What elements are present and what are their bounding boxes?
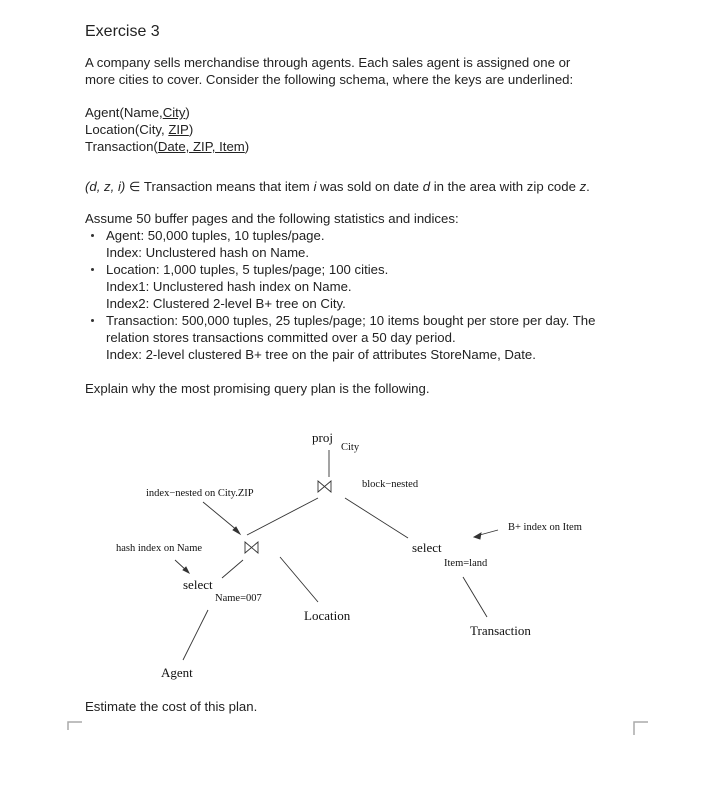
relation-name: Transaction( (85, 139, 158, 154)
proj-subscript: City (341, 442, 360, 453)
attribute: City, (139, 122, 169, 137)
relation-name: Agent( (85, 105, 124, 120)
bullet-line: Index1: Unclustered hash index on Name. (106, 279, 352, 294)
paren: ) (188, 122, 194, 137)
edge-join-select (345, 498, 408, 538)
select-condition: Item=land (444, 558, 488, 569)
select-operator: select (183, 577, 213, 592)
bullet-line: Index2: Clustered 2-level B+ tree on City. (106, 296, 346, 311)
attribute: Name, (123, 105, 163, 120)
hash-index-label: hash index on Name (116, 543, 203, 554)
page-corner-mark (68, 722, 82, 730)
location-relation: Location (304, 608, 351, 623)
bullet-line: relation stores transactions committed over a 50 day period. (106, 330, 456, 345)
arrow-index-nested (203, 502, 238, 531)
transaction-relation: Transaction (470, 623, 531, 638)
edge-select-agent (183, 610, 208, 660)
bullet-line: Location: 1,000 tuples, 5 tuples/page; 100 cities. (106, 262, 389, 277)
bullet-line: Agent: 50,000 tuples, 10 tuples/page. (106, 228, 325, 243)
text: . (586, 179, 590, 194)
join-icon (245, 542, 258, 553)
bullet-line: Index: 2-level clustered B+ tree on the pair of attributes StoreName, Date. (106, 347, 536, 362)
var-i: i (313, 179, 317, 194)
key-attribute: ZIP (168, 122, 189, 137)
page-corner-mark (634, 722, 648, 735)
paren: ) (244, 139, 250, 154)
arrow-head-icon (474, 533, 481, 539)
estimate-prompt: Estimate the cost of this plan. (85, 699, 258, 714)
select-operator: select (412, 540, 442, 555)
select-condition: Name=007 (215, 593, 262, 604)
text: ∈ Transaction means that item (125, 179, 314, 194)
paren: ) (185, 105, 190, 120)
agent-relation: Agent (161, 665, 193, 680)
relation-name: Location( (85, 122, 140, 137)
edge-join-join (247, 498, 318, 535)
key-attribute: Date, ZIP, Item (157, 139, 245, 154)
explain-prompt: Explain why the most promising query plan is the following. (85, 381, 430, 396)
join-icon (318, 481, 331, 492)
block-nested-label: block−nested (362, 479, 419, 490)
intro-line: A company sells merchandise through agents. Each sales agent is assigned one or (85, 55, 571, 70)
bullet-line: Transaction: 500,000 tuples, 25 tuples/page; 10 items bought per store per day. The (106, 313, 596, 328)
edge-join-location (280, 557, 318, 602)
var-d: d (422, 179, 431, 194)
proj-operator: proj (312, 430, 333, 445)
assumption: Assume 50 buffer pages and the following statistics and indices: (85, 211, 459, 226)
text: in the area with zip code (430, 179, 580, 194)
key-attribute: City (162, 105, 186, 120)
text: was sold on date (316, 179, 423, 194)
bullet-line: Index: Unclustered hash on Name. (106, 245, 310, 260)
tuple-vars: (d, z, i) (85, 179, 126, 194)
exercise-title: Exercise 3 (85, 23, 160, 40)
bplus-index-label: B+ index on Item (508, 522, 582, 533)
var-z: z (579, 179, 587, 194)
edge-join-select1 (222, 560, 243, 578)
index-nested-label: index−nested on City.ZIP (146, 488, 254, 499)
edge-select-transaction (463, 577, 487, 617)
intro-line: more cities to cover. Consider the following schema, where the keys are underlined: (85, 72, 574, 87)
